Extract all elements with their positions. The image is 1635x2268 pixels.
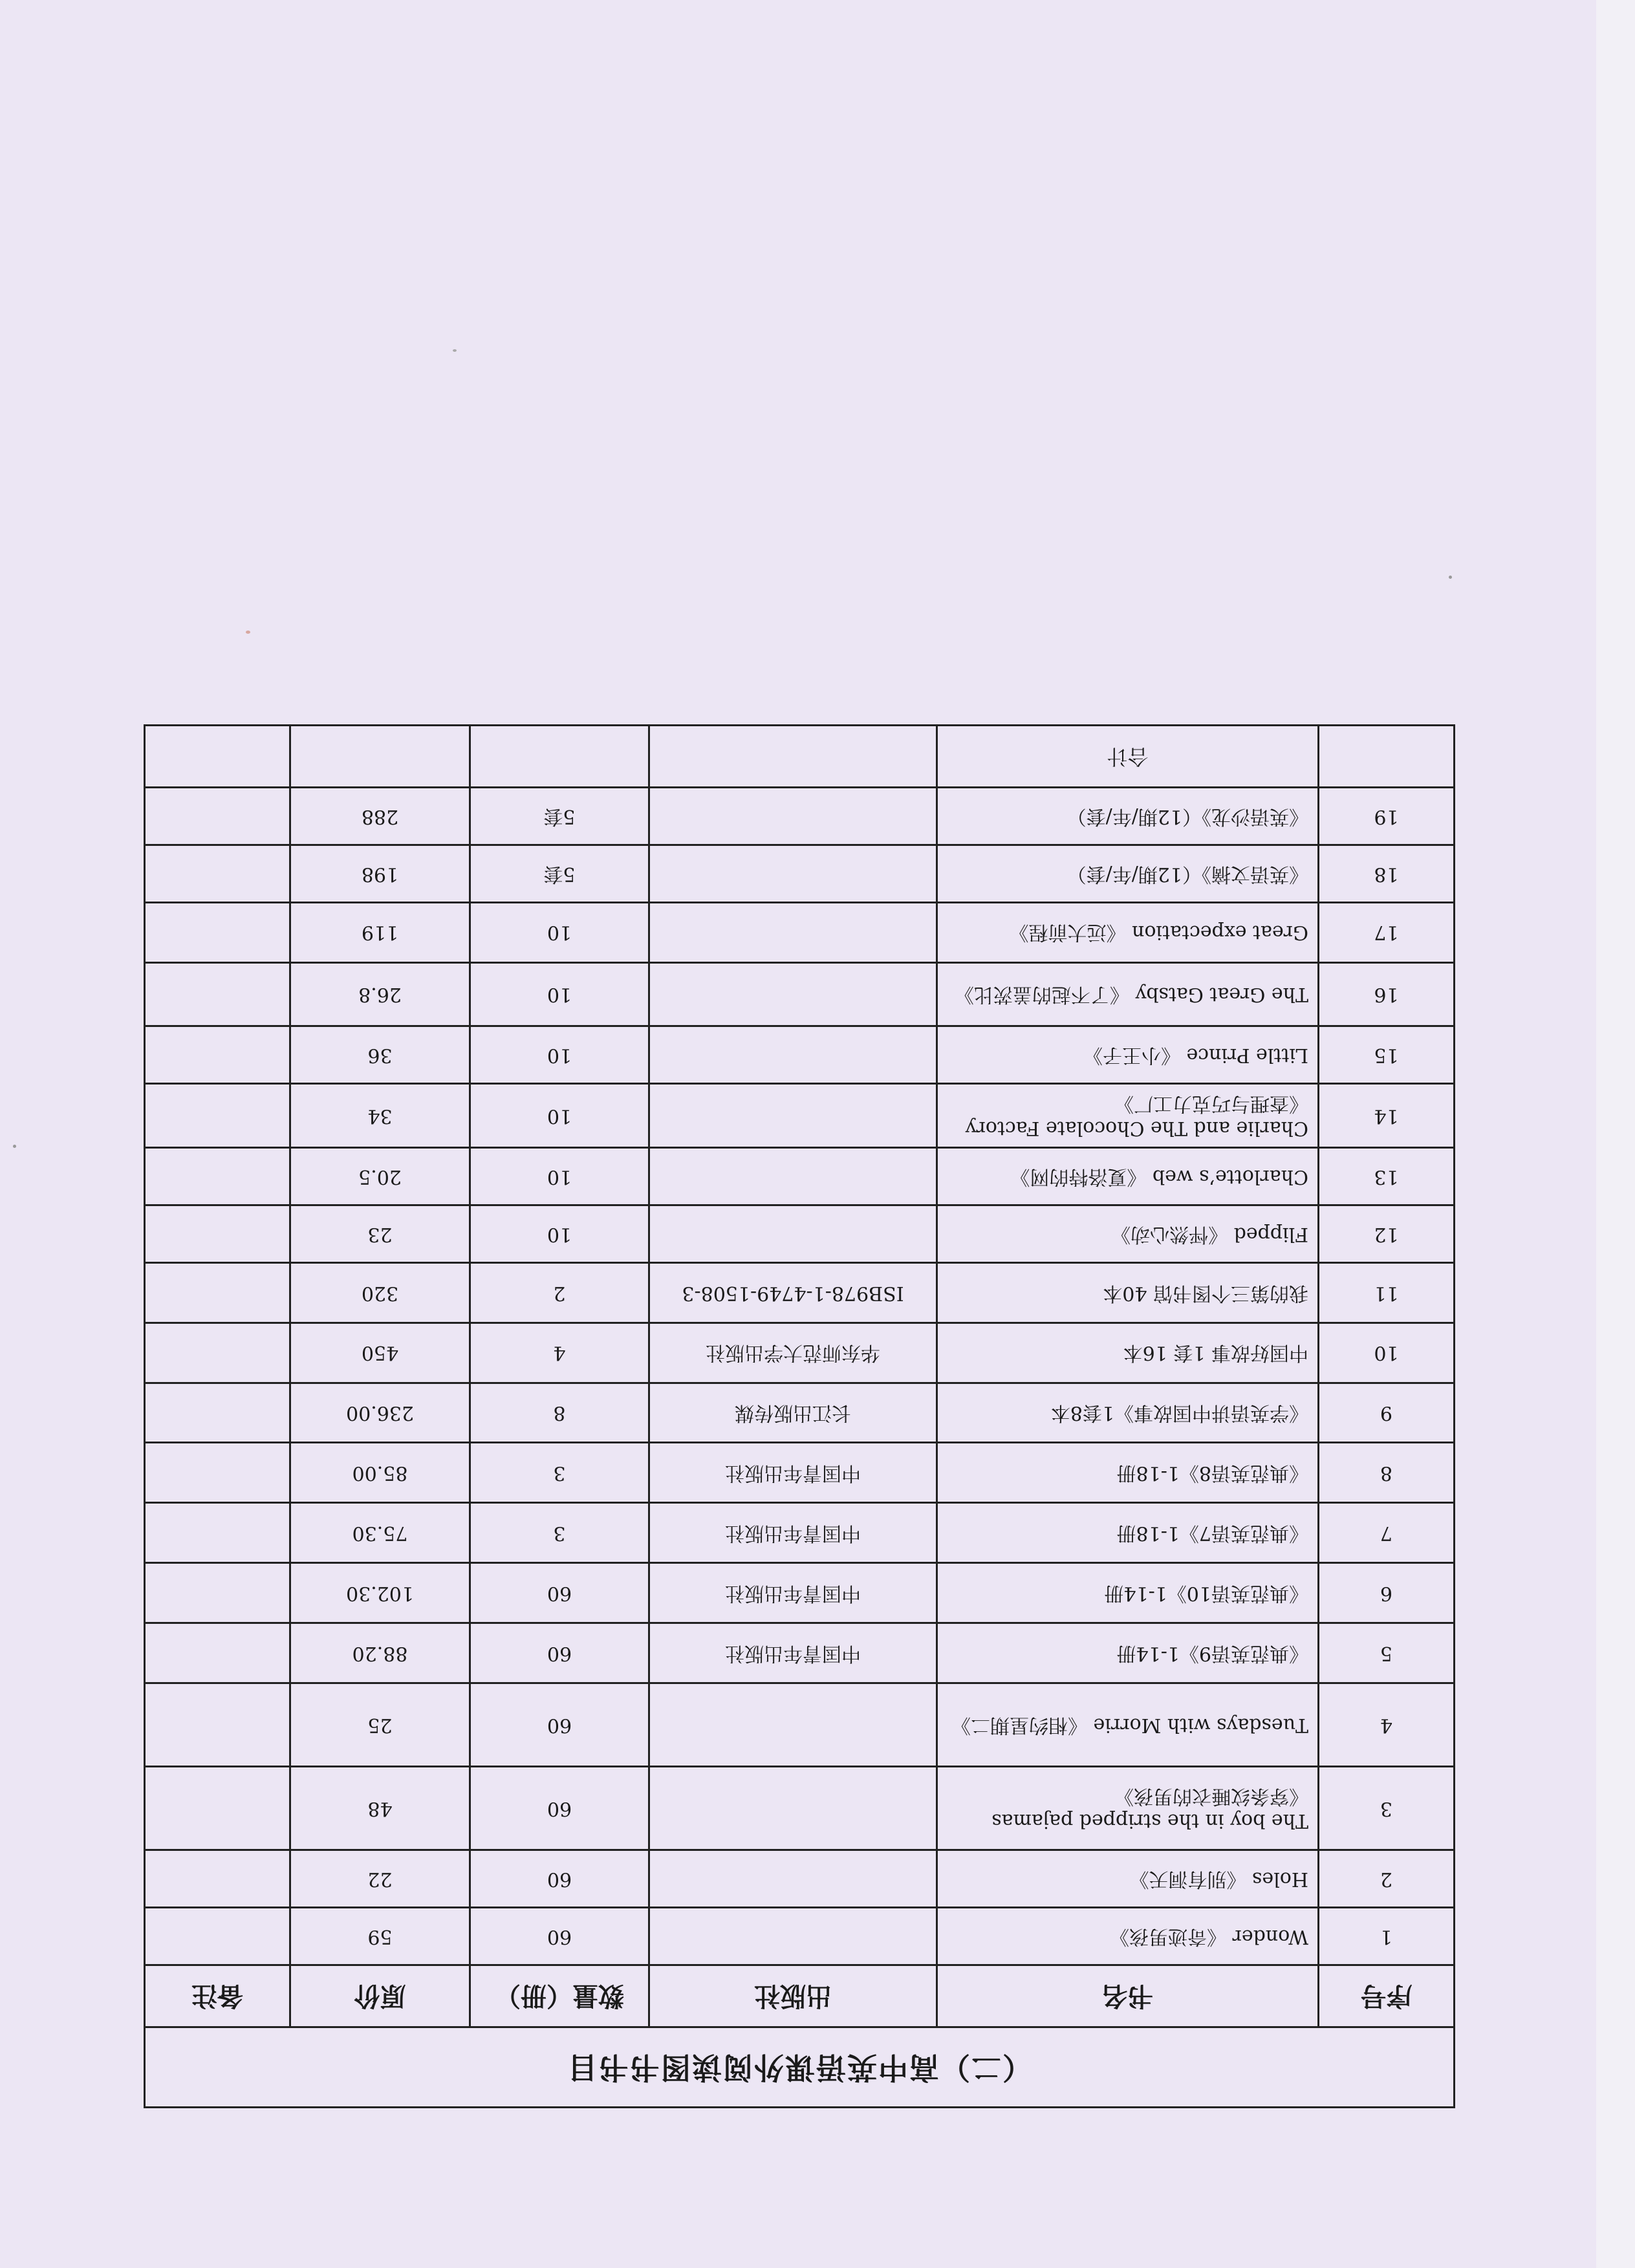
table-row <box>144 1563 1454 1623</box>
table-row <box>144 1262 1454 1323</box>
table-header-row <box>144 1965 1454 2027</box>
book-name-cell: The boy in the stripped pajamas 《穿条纹睡衣的男孩》 <box>937 1767 1319 1850</box>
publisher-cell <box>649 1148 937 1205</box>
price-cell: 34 <box>290 1084 470 1148</box>
quantity-cell: 8 <box>470 1383 649 1443</box>
quantity-cell: 2 <box>470 1262 649 1323</box>
note-cell <box>144 1503 290 1563</box>
total-label: 合计 <box>937 726 1319 788</box>
book-list-table <box>144 724 1455 2108</box>
scan-page-edge <box>1596 0 1635 2268</box>
book-name-cell: 中国好故事 1套 16本 <box>937 1323 1319 1383</box>
price-cell: 320 <box>290 1262 470 1323</box>
book-name-cell: 《英语沙龙》（12期/年/套） <box>937 788 1319 845</box>
table-row <box>144 1383 1454 1443</box>
book-name-cell: 《学英语讲中国故事》1套8本 <box>937 1383 1319 1443</box>
price-cell: 25 <box>290 1683 470 1766</box>
row-number-cell: 17 <box>1319 902 1455 962</box>
book-name-cell: 《典范英语8》1-18册 <box>937 1443 1319 1503</box>
row-number-cell: 2 <box>1319 1850 1455 1908</box>
row-number-cell: 16 <box>1319 962 1455 1026</box>
publisher-cell: ISB978-1-4749-1508-3 <box>649 1262 937 1323</box>
table-row <box>144 1623 1454 1683</box>
quantity-cell: 60 <box>470 1683 649 1766</box>
scanned-document <box>146 724 1455 2108</box>
note-cell <box>144 1563 290 1623</box>
table-row <box>144 1767 1454 1850</box>
scan-speck <box>13 1145 16 1148</box>
total-quantity-cell <box>470 726 649 788</box>
publisher-cell: 中国青年出版社 <box>649 1503 937 1563</box>
document-title: （二）高中英语课外阅读图书书目 <box>144 2027 1454 2107</box>
row-number-cell: 6 <box>1319 1563 1455 1623</box>
table-row <box>144 1205 1454 1263</box>
book-name-cell: Charlie and The Chocolate Factory 《查理与巧克力工厂》 <box>937 1084 1319 1148</box>
table-row <box>144 1323 1454 1383</box>
book-name-cell: 《英语文摘》（12期/年/套） <box>937 845 1319 902</box>
note-cell <box>144 1623 290 1683</box>
row-number-cell: 18 <box>1319 845 1455 902</box>
quantity-cell: 10 <box>470 902 649 962</box>
row-number-cell: 15 <box>1319 1026 1455 1084</box>
price-cell: 102.30 <box>290 1563 470 1623</box>
note-cell <box>144 902 290 962</box>
total-number-cell <box>1319 726 1455 788</box>
publisher-cell: 华东师范大学出版社 <box>649 1323 937 1383</box>
price-cell: 20.5 <box>290 1148 470 1205</box>
note-cell <box>144 1443 290 1503</box>
quantity-cell: 10 <box>470 1026 649 1084</box>
table-row <box>144 1850 1454 1908</box>
price-cell: 26.8 <box>290 962 470 1026</box>
row-number-cell: 8 <box>1319 1443 1455 1503</box>
scan-speck <box>246 631 250 634</box>
row-number-cell: 4 <box>1319 1683 1455 1766</box>
quantity-cell: 10 <box>470 1205 649 1263</box>
price-cell: 119 <box>290 902 470 962</box>
price-cell: 22 <box>290 1850 470 1908</box>
publisher-cell <box>649 962 937 1026</box>
table-row <box>144 1148 1454 1205</box>
price-cell: 288 <box>290 788 470 845</box>
book-name-cell: 《典范英语9》1-14册 <box>937 1623 1319 1683</box>
note-cell <box>144 1383 290 1443</box>
table-row <box>144 1683 1454 1766</box>
publisher-cell: 中国青年出版社 <box>649 1563 937 1623</box>
publisher-cell <box>649 788 937 845</box>
total-publisher-cell <box>649 726 937 788</box>
quantity-cell: 60 <box>470 1850 649 1908</box>
note-cell <box>144 1683 290 1766</box>
book-name-cell: Tuesdays with Morrie 《相约星期二》 <box>937 1683 1319 1766</box>
publisher-cell <box>649 1683 937 1766</box>
table-row <box>144 788 1454 845</box>
note-cell <box>144 1026 290 1084</box>
note-cell <box>144 1148 290 1205</box>
note-cell <box>144 1262 290 1323</box>
row-number-cell: 13 <box>1319 1148 1455 1205</box>
price-cell: 88.20 <box>290 1623 470 1683</box>
total-note-cell <box>144 726 290 788</box>
header-number: 序号 <box>1319 1965 1455 2027</box>
book-name-cell: Wonder 《奇迹男孩》 <box>937 1908 1319 1965</box>
scan-speck <box>453 349 457 352</box>
header-quantity: 数量（册） <box>470 1965 649 2027</box>
price-cell: 198 <box>290 845 470 902</box>
header-book-name: 书名 <box>937 1965 1319 2027</box>
book-name-cell: Little Prince 《小王子》 <box>937 1026 1319 1084</box>
publisher-cell <box>649 845 937 902</box>
book-name-cell: 《典范英语10》1-14册 <box>937 1563 1319 1623</box>
row-number-cell: 5 <box>1319 1623 1455 1683</box>
price-cell: 236.00 <box>290 1383 470 1443</box>
publisher-cell <box>649 1908 937 1965</box>
book-name-cell: 我的第三个图书馆 40本 <box>937 1262 1319 1323</box>
price-cell: 23 <box>290 1205 470 1263</box>
price-cell: 48 <box>290 1767 470 1850</box>
quantity-cell: 10 <box>470 1084 649 1148</box>
header-publisher: 出版社 <box>649 1965 937 2027</box>
price-cell: 59 <box>290 1908 470 1965</box>
row-number-cell: 11 <box>1319 1262 1455 1323</box>
note-cell <box>144 1323 290 1383</box>
row-number-cell: 12 <box>1319 1205 1455 1263</box>
book-name-cell: Holes 《别有洞天》 <box>937 1850 1319 1908</box>
quantity-cell: 60 <box>470 1908 649 1965</box>
price-cell: 450 <box>290 1323 470 1383</box>
table-row <box>144 902 1454 962</box>
book-name-cell: The Great Gatsby 《了不起的盖茨比》 <box>937 962 1319 1026</box>
quantity-cell: 4 <box>470 1323 649 1383</box>
publisher-cell: 中国青年出版社 <box>649 1623 937 1683</box>
table-row <box>144 1084 1454 1148</box>
note-cell <box>144 1908 290 1965</box>
total-row <box>144 726 1454 788</box>
row-number-cell: 19 <box>1319 788 1455 845</box>
row-number-cell: 7 <box>1319 1503 1455 1563</box>
note-cell <box>144 1084 290 1148</box>
publisher-cell: 中国青年出版社 <box>649 1443 937 1503</box>
book-name-cell: Great expectation 《远大前程》 <box>937 902 1319 962</box>
note-cell <box>144 1205 290 1263</box>
table-row <box>144 1443 1454 1503</box>
note-cell <box>144 1767 290 1850</box>
book-name-cell: Charlotte’s web 《夏洛特的网》 <box>937 1148 1319 1205</box>
header-price: 原价 <box>290 1965 470 2027</box>
publisher-cell <box>649 902 937 962</box>
row-number-cell: 14 <box>1319 1084 1455 1148</box>
note-cell <box>144 788 290 845</box>
table-row <box>144 1503 1454 1563</box>
price-cell: 75.30 <box>290 1503 470 1563</box>
header-note: 备注 <box>144 1965 290 2027</box>
publisher-cell <box>649 1084 937 1148</box>
quantity-cell: 3 <box>470 1503 649 1563</box>
book-name-cell: 《典范英语7》1-18册 <box>937 1503 1319 1563</box>
row-number-cell: 1 <box>1319 1908 1455 1965</box>
publisher-cell <box>649 1205 937 1263</box>
quantity-cell: 5套 <box>470 788 649 845</box>
total-price-cell <box>290 726 470 788</box>
row-number-cell: 10 <box>1319 1323 1455 1383</box>
table-row <box>144 1026 1454 1084</box>
price-cell: 36 <box>290 1026 470 1084</box>
row-number-cell: 9 <box>1319 1383 1455 1443</box>
table-row <box>144 1908 1454 1965</box>
publisher-cell: 长江出版传媒 <box>649 1383 937 1443</box>
publisher-cell <box>649 1850 937 1908</box>
note-cell <box>144 845 290 902</box>
scan-speck <box>1449 576 1452 579</box>
note-cell <box>144 1850 290 1908</box>
quantity-cell: 5套 <box>470 845 649 902</box>
table-row <box>144 962 1454 1026</box>
book-name-cell: Flipped 《怦然心动》 <box>937 1205 1319 1263</box>
row-number-cell: 3 <box>1319 1767 1455 1850</box>
publisher-cell <box>649 1767 937 1850</box>
publisher-cell <box>649 1026 937 1084</box>
table-row <box>144 845 1454 902</box>
quantity-cell: 10 <box>470 1148 649 1205</box>
quantity-cell: 60 <box>470 1563 649 1623</box>
quantity-cell: 60 <box>470 1623 649 1683</box>
note-cell <box>144 962 290 1026</box>
quantity-cell: 60 <box>470 1767 649 1850</box>
quantity-cell: 3 <box>470 1443 649 1503</box>
quantity-cell: 10 <box>470 962 649 1026</box>
price-cell: 85.00 <box>290 1443 470 1503</box>
